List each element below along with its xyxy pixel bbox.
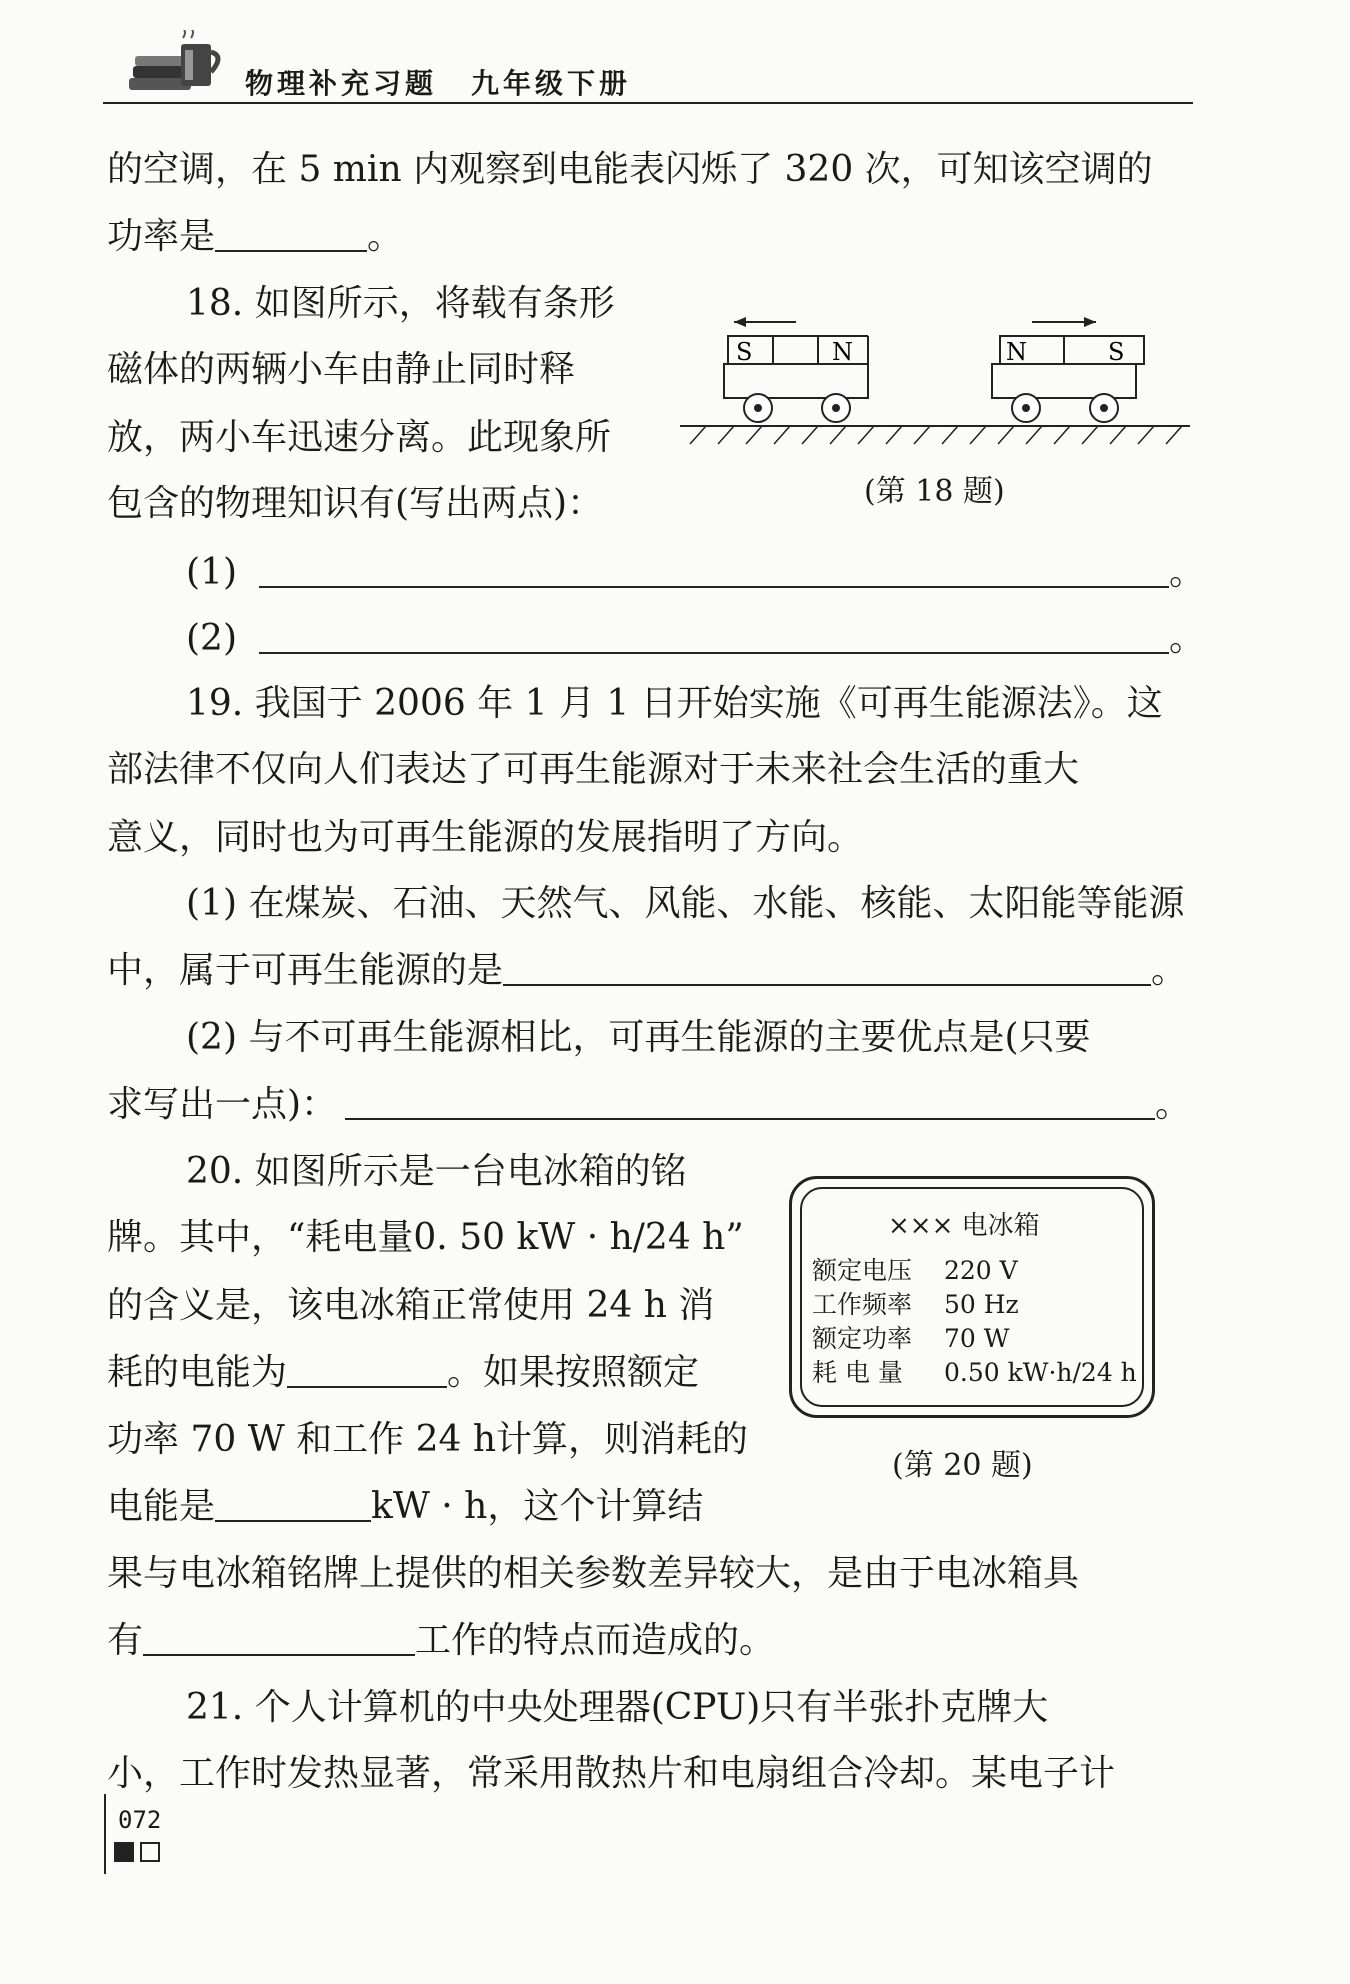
q21-line-1: 21. 个人计算机的中央处理器(CPU)只有半张扑克牌大 xyxy=(186,1687,1049,1728)
q19-line-4: (1) 在煤炭、石油、天然气、风能、水能、核能、太阳能等能源 xyxy=(186,883,1185,924)
q17-line-1: 的空调，在 5 min 内观察到电能表闪烁了 320 次，可知该空调的 xyxy=(107,149,1153,190)
q20-line-2: 牌。其中，“耗电量0. 50 kW · h/24 h” xyxy=(107,1217,744,1258)
left-cart xyxy=(724,336,868,422)
q19-line-6: (2) 与不可再生能源相比，可再生能源的主要优点是(只要 xyxy=(186,1017,1091,1058)
q18-answer-1 xyxy=(186,550,1266,595)
answer-blank-q20-2[interactable] xyxy=(215,1484,371,1522)
q20-text-4b: 。如果按照额定 xyxy=(447,1352,700,1393)
answer-blank-q20-1[interactable] xyxy=(287,1350,447,1388)
figure-20-caption: (第 20 题) xyxy=(892,1448,1033,1483)
nameplate-label: 耗 电 量 xyxy=(812,1358,903,1387)
q19-part2-text: 求写出一点)： xyxy=(107,1084,338,1125)
q18-line-2: 磁体的两辆小车由静止同时释 xyxy=(107,349,576,390)
q20-line-5: 功率 70 W 和工作 24 h计算，则消耗的 xyxy=(107,1419,749,1460)
nameplate-row-voltage xyxy=(812,1251,1018,1287)
answer-blank-q18-2[interactable] xyxy=(259,616,1169,654)
header-title xyxy=(245,62,631,102)
q19-part1-text: 中，属于可再生能源的是 xyxy=(107,950,504,991)
ground-surface xyxy=(680,426,1190,444)
q20-line-7: 果与电冰箱铭牌上提供的相关参数差异较大，是由于电冰箱具 xyxy=(107,1553,1080,1594)
nameplate-value: 0.50 kW·h/24 h xyxy=(944,1358,1137,1387)
q17-period: 。 xyxy=(367,216,404,257)
nameplate-title: ××× 电冰箱 xyxy=(888,1211,1040,1241)
q19-line-5 xyxy=(107,948,1187,993)
q20-line-3: 的含义是，该电冰箱正常使用 24 h 消 xyxy=(107,1285,715,1326)
q21-line-2: 小，工作时发热显著，常采用散热片和电扇组合冷却。某电子计 xyxy=(107,1753,1116,1794)
q18-answer-2-period: 。 xyxy=(1169,618,1206,659)
header-rule xyxy=(103,102,1193,104)
q17-line-2 xyxy=(107,214,1187,259)
q20-line-8 xyxy=(107,1618,1187,1663)
figure-18-magnet-carts xyxy=(680,310,1190,450)
q18-answer-2 xyxy=(186,616,1266,661)
answer-blank-q19-1[interactable] xyxy=(503,948,1151,986)
nameplate-label: 额定功率 xyxy=(812,1324,913,1353)
q19-line-3: 意义，同时也为可再生能源的发展指明了方向。 xyxy=(107,817,864,858)
answer-blank-q20-3[interactable] xyxy=(143,1618,415,1656)
nameplate-value: 220 V xyxy=(944,1256,1018,1285)
q18-line-4: 包含的物理知识有(写出两点)： xyxy=(107,483,604,524)
figure-18-caption: (第 18 题) xyxy=(864,474,1005,509)
q20-line-4 xyxy=(107,1350,767,1395)
nameplate-row-frequency xyxy=(812,1285,1019,1321)
right-cart-pole-s: S xyxy=(1108,338,1125,366)
right-cart xyxy=(992,336,1144,422)
footer-filled-square-icon xyxy=(114,1842,134,1862)
q19-part1-period: 。 xyxy=(1151,950,1188,991)
nameplate-row-power xyxy=(812,1319,1009,1355)
q17-text: 功率是 xyxy=(107,216,216,257)
q18-answer-1-period: 。 xyxy=(1169,552,1206,593)
right-cart-pole-n: N xyxy=(1006,338,1027,366)
q20-line-6 xyxy=(107,1484,767,1529)
header-grade: 九年级下册 xyxy=(471,67,632,100)
fridge-nameplate xyxy=(789,1176,1155,1418)
answer-blank-q18-1[interactable] xyxy=(259,550,1169,588)
nameplate-value: 50 Hz xyxy=(944,1290,1019,1319)
nameplate-label: 工作频率 xyxy=(812,1290,913,1319)
nameplate-value: 70 W xyxy=(944,1324,1010,1353)
footer-rule xyxy=(104,1794,106,1874)
right-arrow-icon xyxy=(1032,317,1096,327)
books-mug-logo-icon xyxy=(129,30,239,100)
nameplate-label: 额定电压 xyxy=(812,1256,913,1285)
footer-empty-square-icon xyxy=(140,1842,160,1862)
q19-line-7 xyxy=(107,1082,1192,1127)
q18-answer-2-label: (2) xyxy=(186,618,237,659)
q20-text-8b: 工作的特点而造成的。 xyxy=(415,1620,776,1661)
page-number: 072 xyxy=(118,1806,162,1834)
q18-line-3: 放，两小车迅速分离。此现象所 xyxy=(107,417,612,458)
q20-text-6b: kW · h，这个计算结 xyxy=(371,1486,704,1527)
q18-line-1: 18. 如图所示，将载有条形 xyxy=(186,283,615,324)
q19-line-2: 部法律不仅向人们表达了可再生能源对于未来社会生活的重大 xyxy=(107,749,1080,790)
q20-text-6a: 电能是 xyxy=(107,1486,216,1527)
q19-part2-period: 。 xyxy=(1155,1084,1192,1125)
answer-blank-q17[interactable] xyxy=(215,214,367,252)
header-book-name: 物理补充习题 xyxy=(245,67,438,100)
page-header xyxy=(103,28,1193,108)
q20-text-4a: 耗的电能为 xyxy=(107,1352,288,1393)
left-arrow-icon xyxy=(734,317,796,327)
left-cart-pole-s: S xyxy=(736,338,753,366)
q20-line-1: 20. 如图所示是一台电冰箱的铭 xyxy=(186,1151,687,1192)
q19-line-1: 19. 我国于 2006 年 1 月 1 日开始实施《可再生能源法》。这 xyxy=(186,683,1163,724)
q18-answer-1-label: (1) xyxy=(186,552,237,593)
q20-text-8a: 有 xyxy=(107,1620,144,1661)
left-cart-pole-n: N xyxy=(832,338,853,366)
nameplate-row-consumption xyxy=(812,1353,1137,1389)
answer-blank-q19-2[interactable] xyxy=(345,1082,1155,1120)
